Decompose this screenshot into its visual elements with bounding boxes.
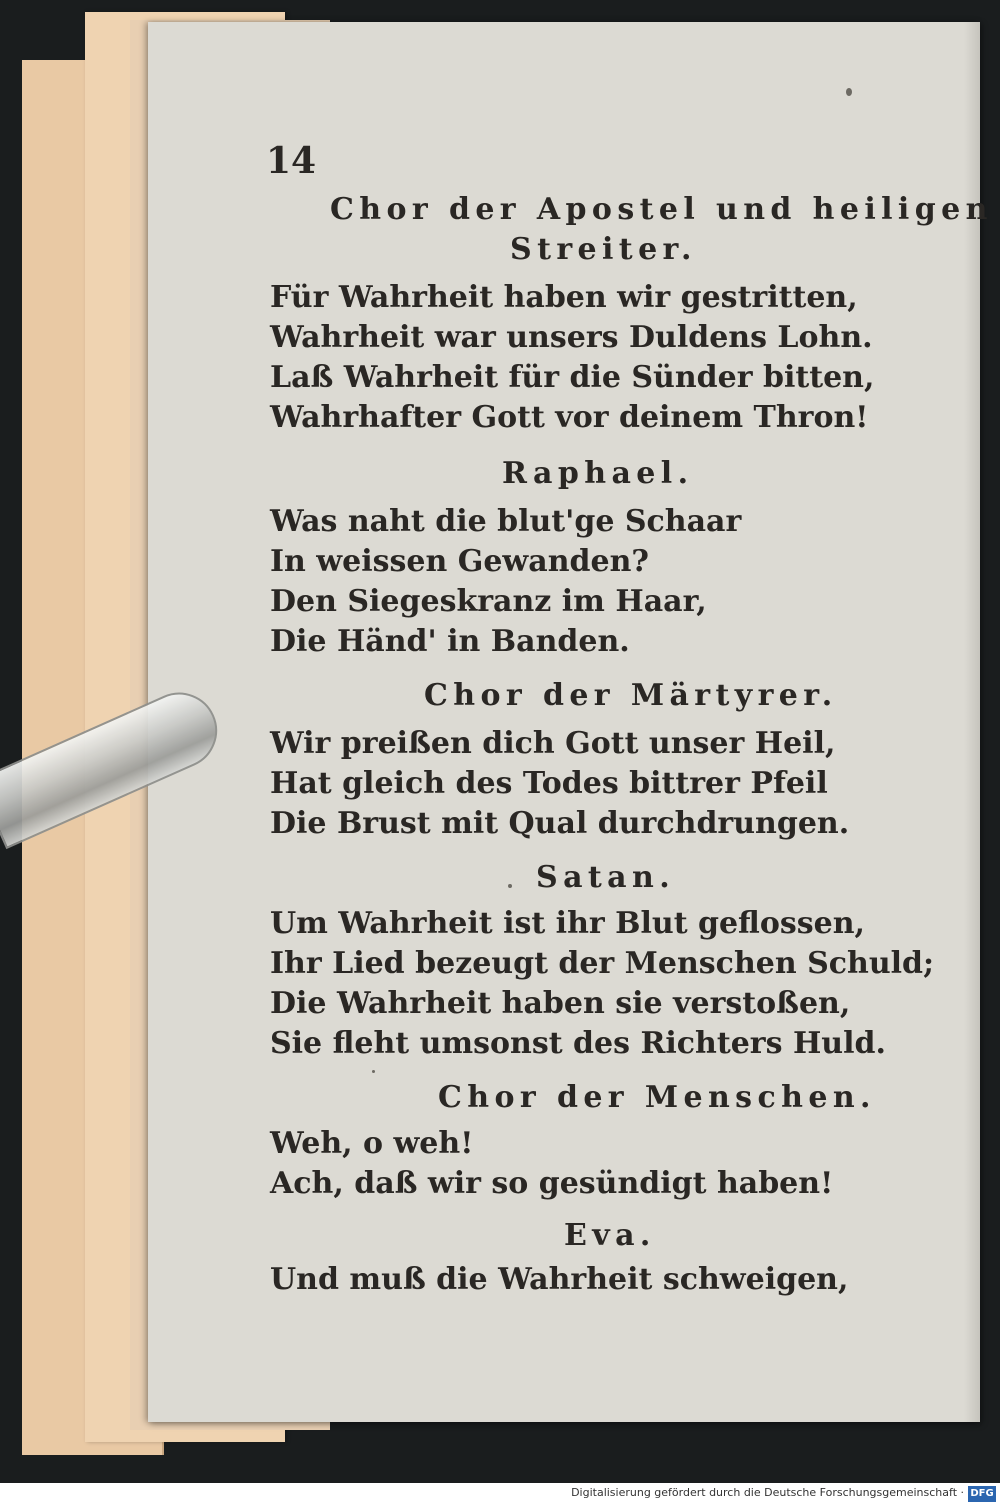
section-heading: Satan. xyxy=(536,860,676,895)
verse-line: Wir preißen dich Gott unser Heil, xyxy=(270,726,836,761)
footer-credit: Digitalisierung gefördert durch die Deutsche Forschungsgemeinschaft · xyxy=(571,1486,964,1499)
verse-line: Hat gleich des Todes bittrer Pfeil xyxy=(270,766,828,801)
verse-line: Laß Wahrheit für die Sünder bitten, xyxy=(270,360,875,395)
verse-line: Die Händ' in Banden. xyxy=(270,624,630,659)
section-heading: Eva. xyxy=(564,1218,656,1253)
paper-speck xyxy=(372,1070,375,1073)
verse-line: In weissen Gewanden? xyxy=(270,544,649,579)
section-heading: Raphael. xyxy=(502,456,694,491)
section-heading: Chor der Märtyrer. xyxy=(424,678,838,713)
page-edge xyxy=(964,22,980,1422)
verse-line: Die Brust mit Qual durchdrungen. xyxy=(270,806,850,841)
footer-bar xyxy=(0,1483,1000,1507)
page-number: 14 xyxy=(266,140,317,182)
verse-line: Sie fleht umsonst des Richters Huld. xyxy=(270,1026,886,1061)
verse-line: Wahrheit war unsers Duldens Lohn. xyxy=(270,320,873,355)
verse-line: Was naht die blut'ge Schaar xyxy=(270,504,742,539)
verse-line: Ach, daß wir so gesündigt haben! xyxy=(270,1166,834,1201)
paper-speck xyxy=(846,88,852,96)
verse-line: Weh, o weh! xyxy=(270,1126,474,1161)
section-heading: Streiter. xyxy=(510,232,697,267)
section-heading: Chor der Menschen. xyxy=(438,1080,876,1115)
dfg-logo: DFG xyxy=(968,1486,996,1502)
verse-line: Die Wahrheit haben sie verstoßen, xyxy=(270,986,851,1021)
verse-line: Wahrhafter Gott vor deinem Thron! xyxy=(270,400,869,435)
verse-line: Für Wahrheit haben wir gestritten, xyxy=(270,280,858,315)
section-heading: Chor der Apostel und heiligen xyxy=(330,192,993,227)
book-page xyxy=(148,22,993,1422)
paper-speck xyxy=(508,884,512,888)
verse-line: Den Siegeskranz im Haar, xyxy=(270,584,707,619)
verse-line: Ihr Lied bezeugt der Menschen Schuld; xyxy=(270,946,935,981)
verse-line: Um Wahrheit ist ihr Blut geflossen, xyxy=(270,906,866,941)
verse-line: Und muß die Wahrheit schweigen, xyxy=(270,1262,849,1297)
